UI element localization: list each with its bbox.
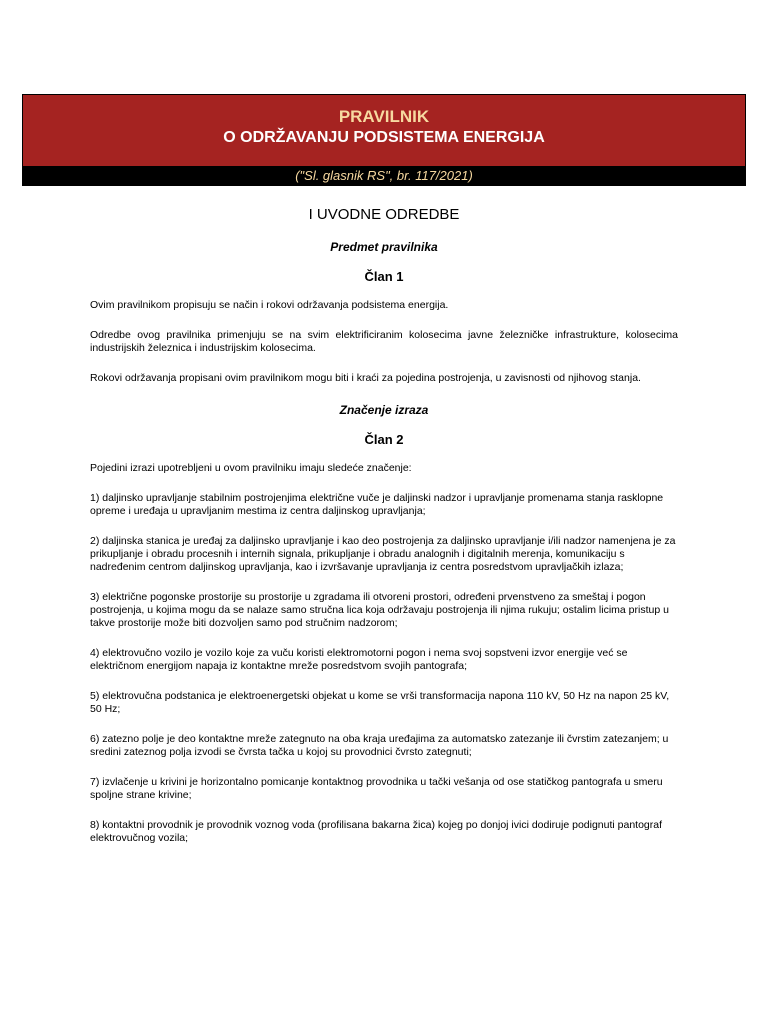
article-title-1: Član 1	[364, 269, 404, 284]
definition-item: 1) daljinsko upravljanje stabilnim postrojenjima električne vuče je daljinski nadzor i upravljanje promenama stanja rasklopne opreme i uređaja u upravljanim mestima iz centra daljinskog upravljanja;	[90, 492, 664, 517]
document-subtitle: O ODRŽAVANJU PODSISTEMA ENERGIJA	[223, 129, 545, 146]
definition-item: 6) zatezno polje je deo kontaktne mreže zategnuto na oba kraja uređajima za automatsko zatezanje ili čvrstim zatezanjem; u sredini zateznog polja izvodi se čvrsta tačka u kojoj su provodnici čvrsto zategnuti;	[90, 733, 669, 758]
definition-item: 4) elektrovučno vozilo je vozilo koje za vuču koristi elektromotorni pogon i nema svoj sopstveni izvor energije već se električnom energijom napaja iz kontaktne mreže posredstvom svojih pantografa;	[90, 647, 628, 672]
definition-item: 7) izvlačenje u krivini je horizontalno pomicanje kontaktnog provodnika u tački vešanja od ose statičkog pantografa u smeru spoljne strane krivine;	[90, 776, 663, 801]
document-header	[22, 94, 746, 186]
subject-heading-2: Značenje izraza	[339, 403, 429, 417]
definition-item: 2) daljinska stanica je uređaj za daljinsko upravljanje i kao deo postrojenja za daljinsko upravljanje i/ili nadzor namenjena je za prikupljanje i obradu procesnih i internih signala, prikupljanje i obradu analognih i digitalnih merenja, komunikaciju s nadređenim centrom daljinskog upravljanja, kao i izvršavanje upravljanja iz centra posredstvom upravljačkih izlaza;	[90, 535, 676, 573]
section-heading: I UVODNE ODREDBE	[308, 206, 460, 223]
subject-heading-1: Predmet pravilnika	[330, 240, 438, 254]
definition-item: 3) električne pogonske prostorije su prostorije u zgradama ili otvoreni prostori, određeni prvenstveno za smeštaj i pogon postrojenja, u kojima mogu da se nalaze samo stručna lica koja održavaju postrojenja ili njima rukuju; ostalim licima pristup u takve prostorije može biti dozvoljen samo pod stručnim nadzorom;	[90, 591, 669, 629]
document-title: PRAVILNIK	[338, 107, 430, 126]
article-1-paragraph: Odredbe ovog pravilnika primenjuju se na svim elektrificiranim kolosecima javne železničke infrastrukture, kolosecima industrijskih železnica i industrijskim kolosecima.	[90, 329, 678, 354]
header-banner	[23, 95, 745, 166]
article-2-intro: Pojedini izrazi upotrebljeni u ovom pravilniku imaju sledeće značenje:	[90, 462, 412, 474]
article-1-paragraph: Ovim pravilnikom propisuju se način i rokovi održavanja podsistema energija.	[90, 299, 449, 311]
definition-item: 5) elektrovučna podstanica je elektroenergetski objekat u kome se vrši transformacija napona 110 kV, 50 Hz na napon 25 kV, 50 Hz;	[90, 690, 670, 715]
definition-item: 8) kontaktni provodnik je provodnik voznog voda (profilisana bakarna žica) kojeg po donjoj ivici dodiruje podignuti pantograf elektrovučnog vozila;	[90, 819, 663, 844]
article-title-2: Član 2	[364, 432, 404, 447]
gazette-reference: ("Sl. glasnik RS", br. 117/2021)	[295, 168, 473, 183]
document-body	[90, 200, 678, 862]
article-1-paragraph: Rokovi održavanja propisani ovim pravilnikom mogu biti i kraći za pojedina postrojenja, u zavisnosti od njihovog stanja.	[90, 372, 641, 384]
